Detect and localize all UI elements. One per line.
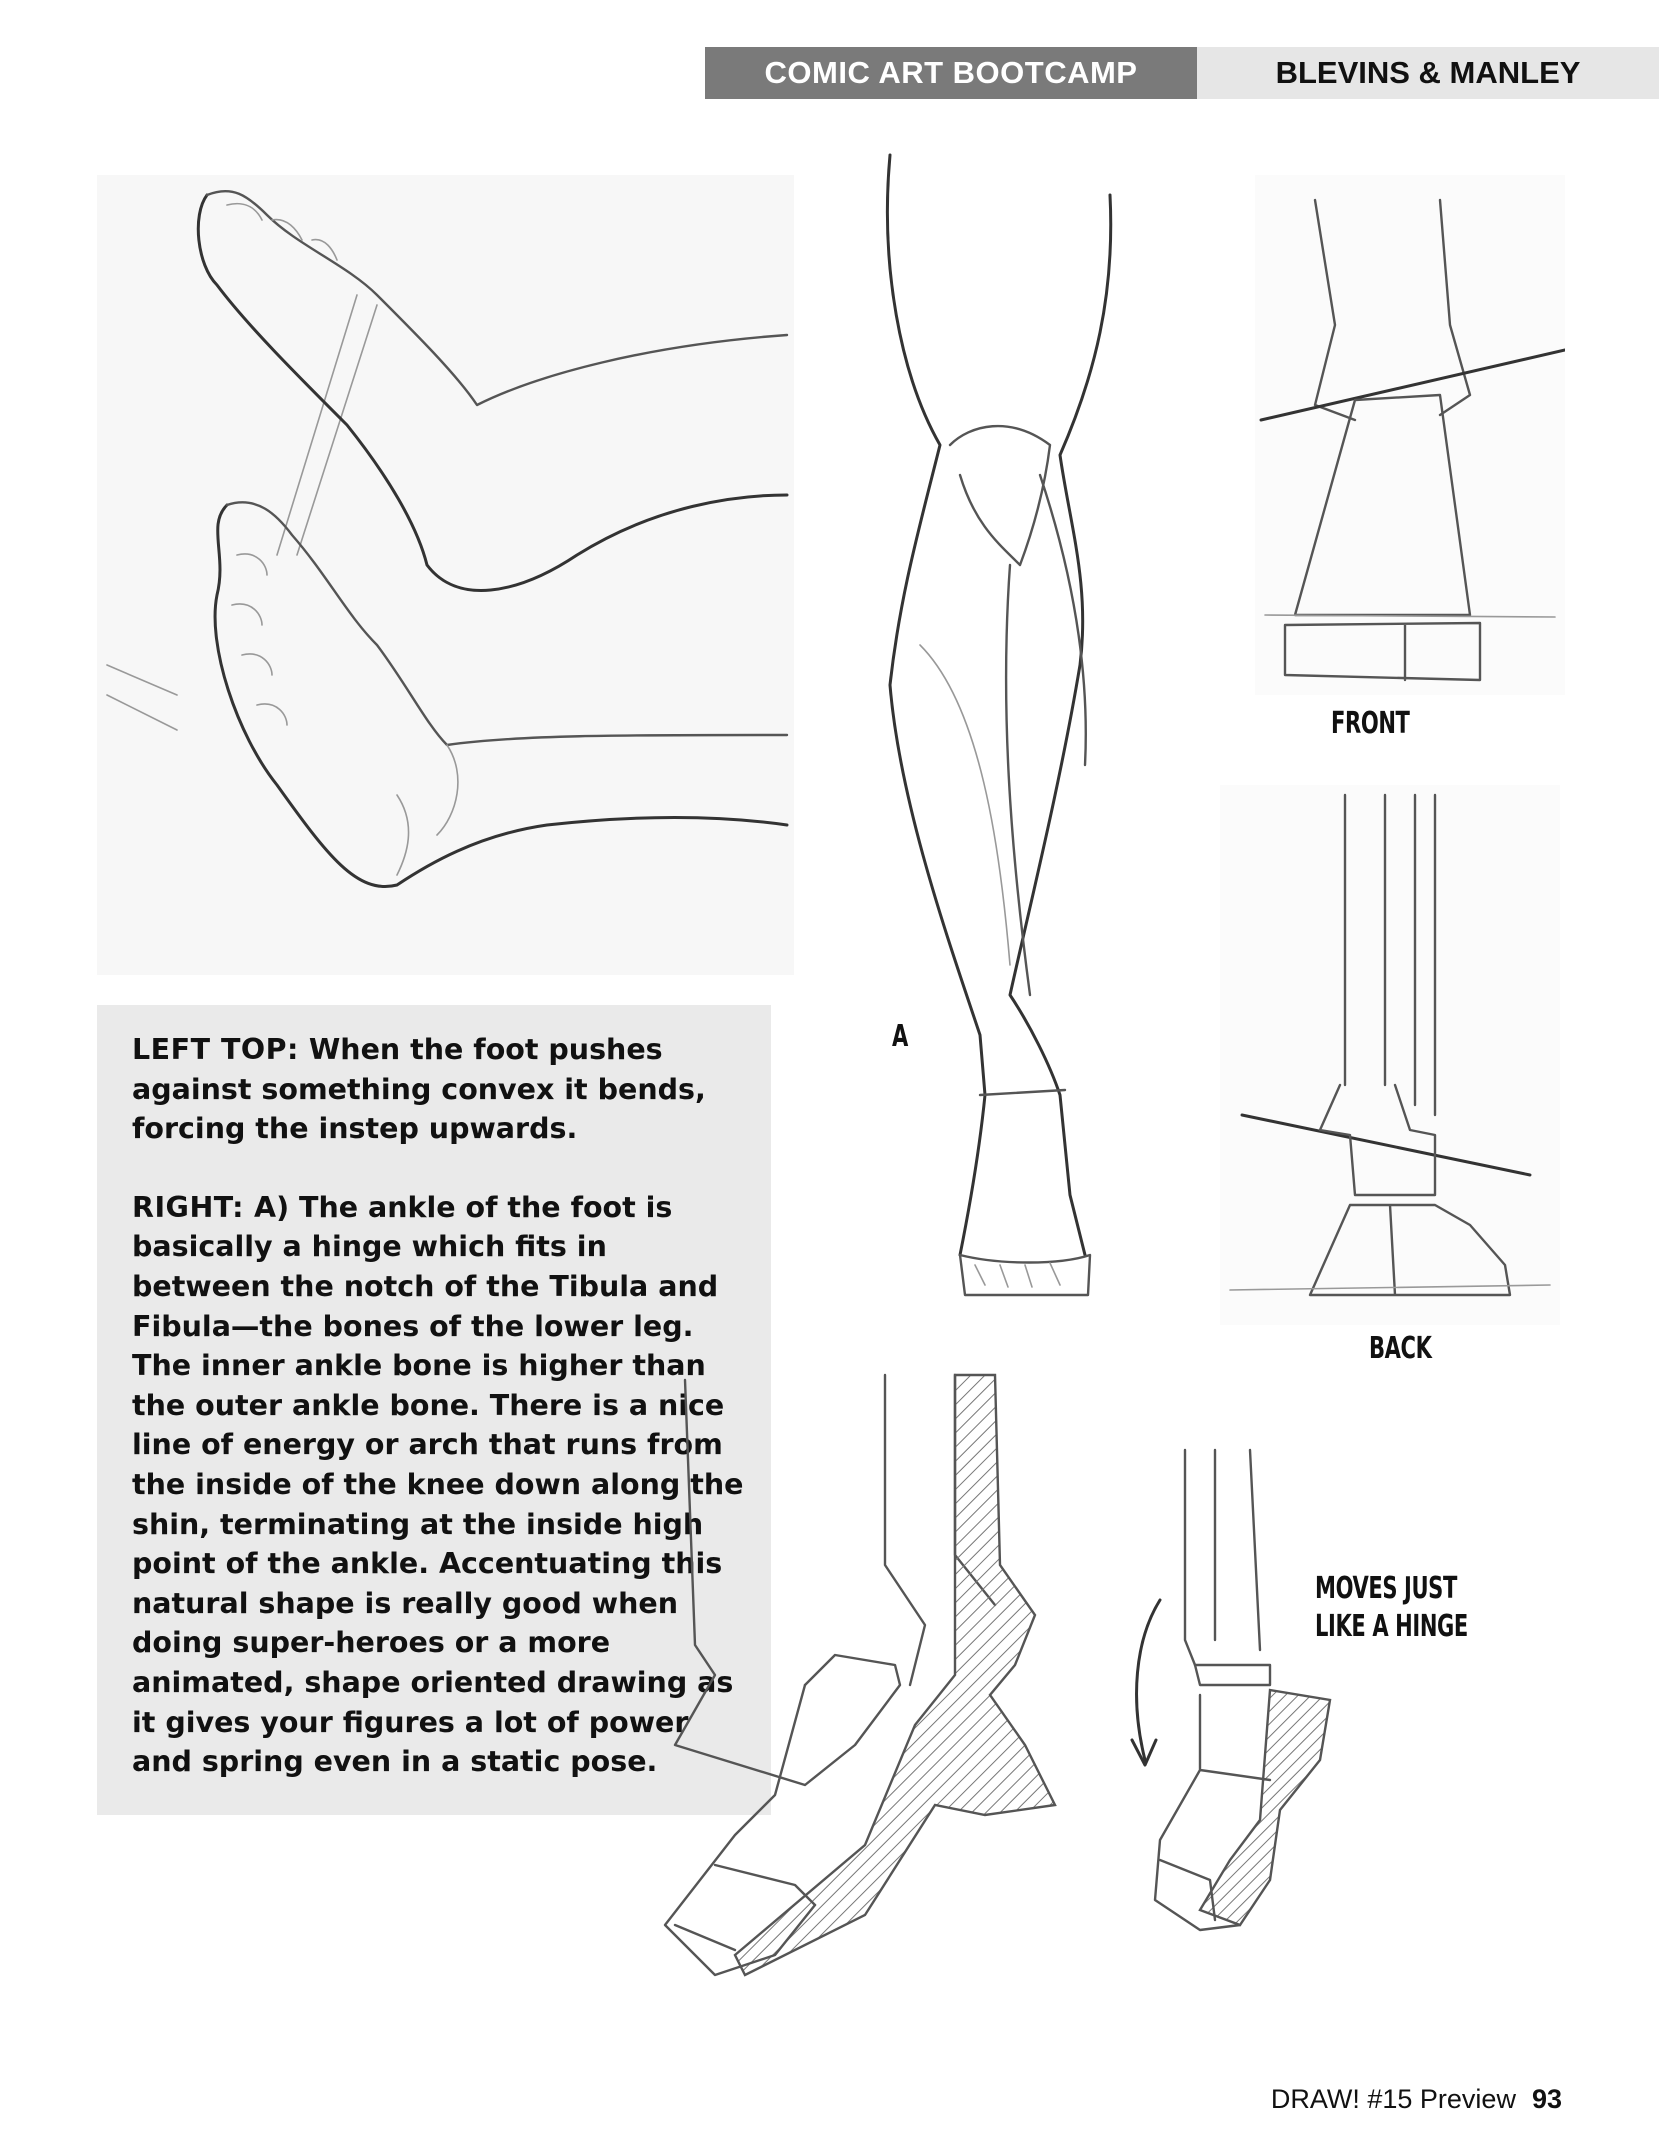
label-hinge-line1: MOVES JUST	[1315, 1571, 1457, 1606]
label-front: FRONT	[1331, 706, 1410, 741]
hinge-rotation-arrow-icon	[1120, 1590, 1170, 1780]
caption-right-lead: RIGHT:	[132, 1190, 245, 1224]
header-series-title: COMIC ART BOOTCAMP	[705, 47, 1197, 99]
caption-right-body: A) The ankle of the foot is basically a hinge which fits in between the notch of the Tibula and Fibula—the bones of the lower leg. The inner ankle bone is higher than the outer ankle bone. There is a nice line of energy or arch that runs from the inside of the knee down along the shin, terminating at the inside high point of the ankle. Accentuating this natural shape is really good when doing super-heroes or a more animated, shape oriented drawing as it gives your figures a lot of power and spring even in a static pose.	[132, 1190, 744, 1779]
page-number: 93	[1531, 2084, 1562, 2114]
header-authors: BLEVINS & MANLEY	[1197, 47, 1659, 99]
page-footer	[1271, 2084, 1562, 2115]
hinge-foot-large-illustration	[655, 1365, 1075, 1990]
leg-a-sketch-illustration	[860, 145, 1180, 1320]
label-hinge	[1315, 1570, 1468, 1646]
caption-left-top	[132, 1030, 752, 1149]
caption-left-top-body: When the foot pushes against something convex it bends, forcing the instep upwards.	[132, 1033, 706, 1146]
back-ankle-diagram	[1220, 785, 1560, 1325]
front-ankle-diagram	[1255, 175, 1565, 695]
footer-publication: DRAW! #15 Preview	[1270, 2084, 1516, 2114]
label-hinge-line2: LIKE A HINGE	[1315, 1609, 1468, 1644]
label-a: A	[892, 1019, 908, 1054]
label-back: BACK	[1369, 1331, 1432, 1366]
feet-sketch-illustration	[97, 175, 794, 975]
caption-left-top-lead: LEFT TOP:	[132, 1033, 299, 1066]
